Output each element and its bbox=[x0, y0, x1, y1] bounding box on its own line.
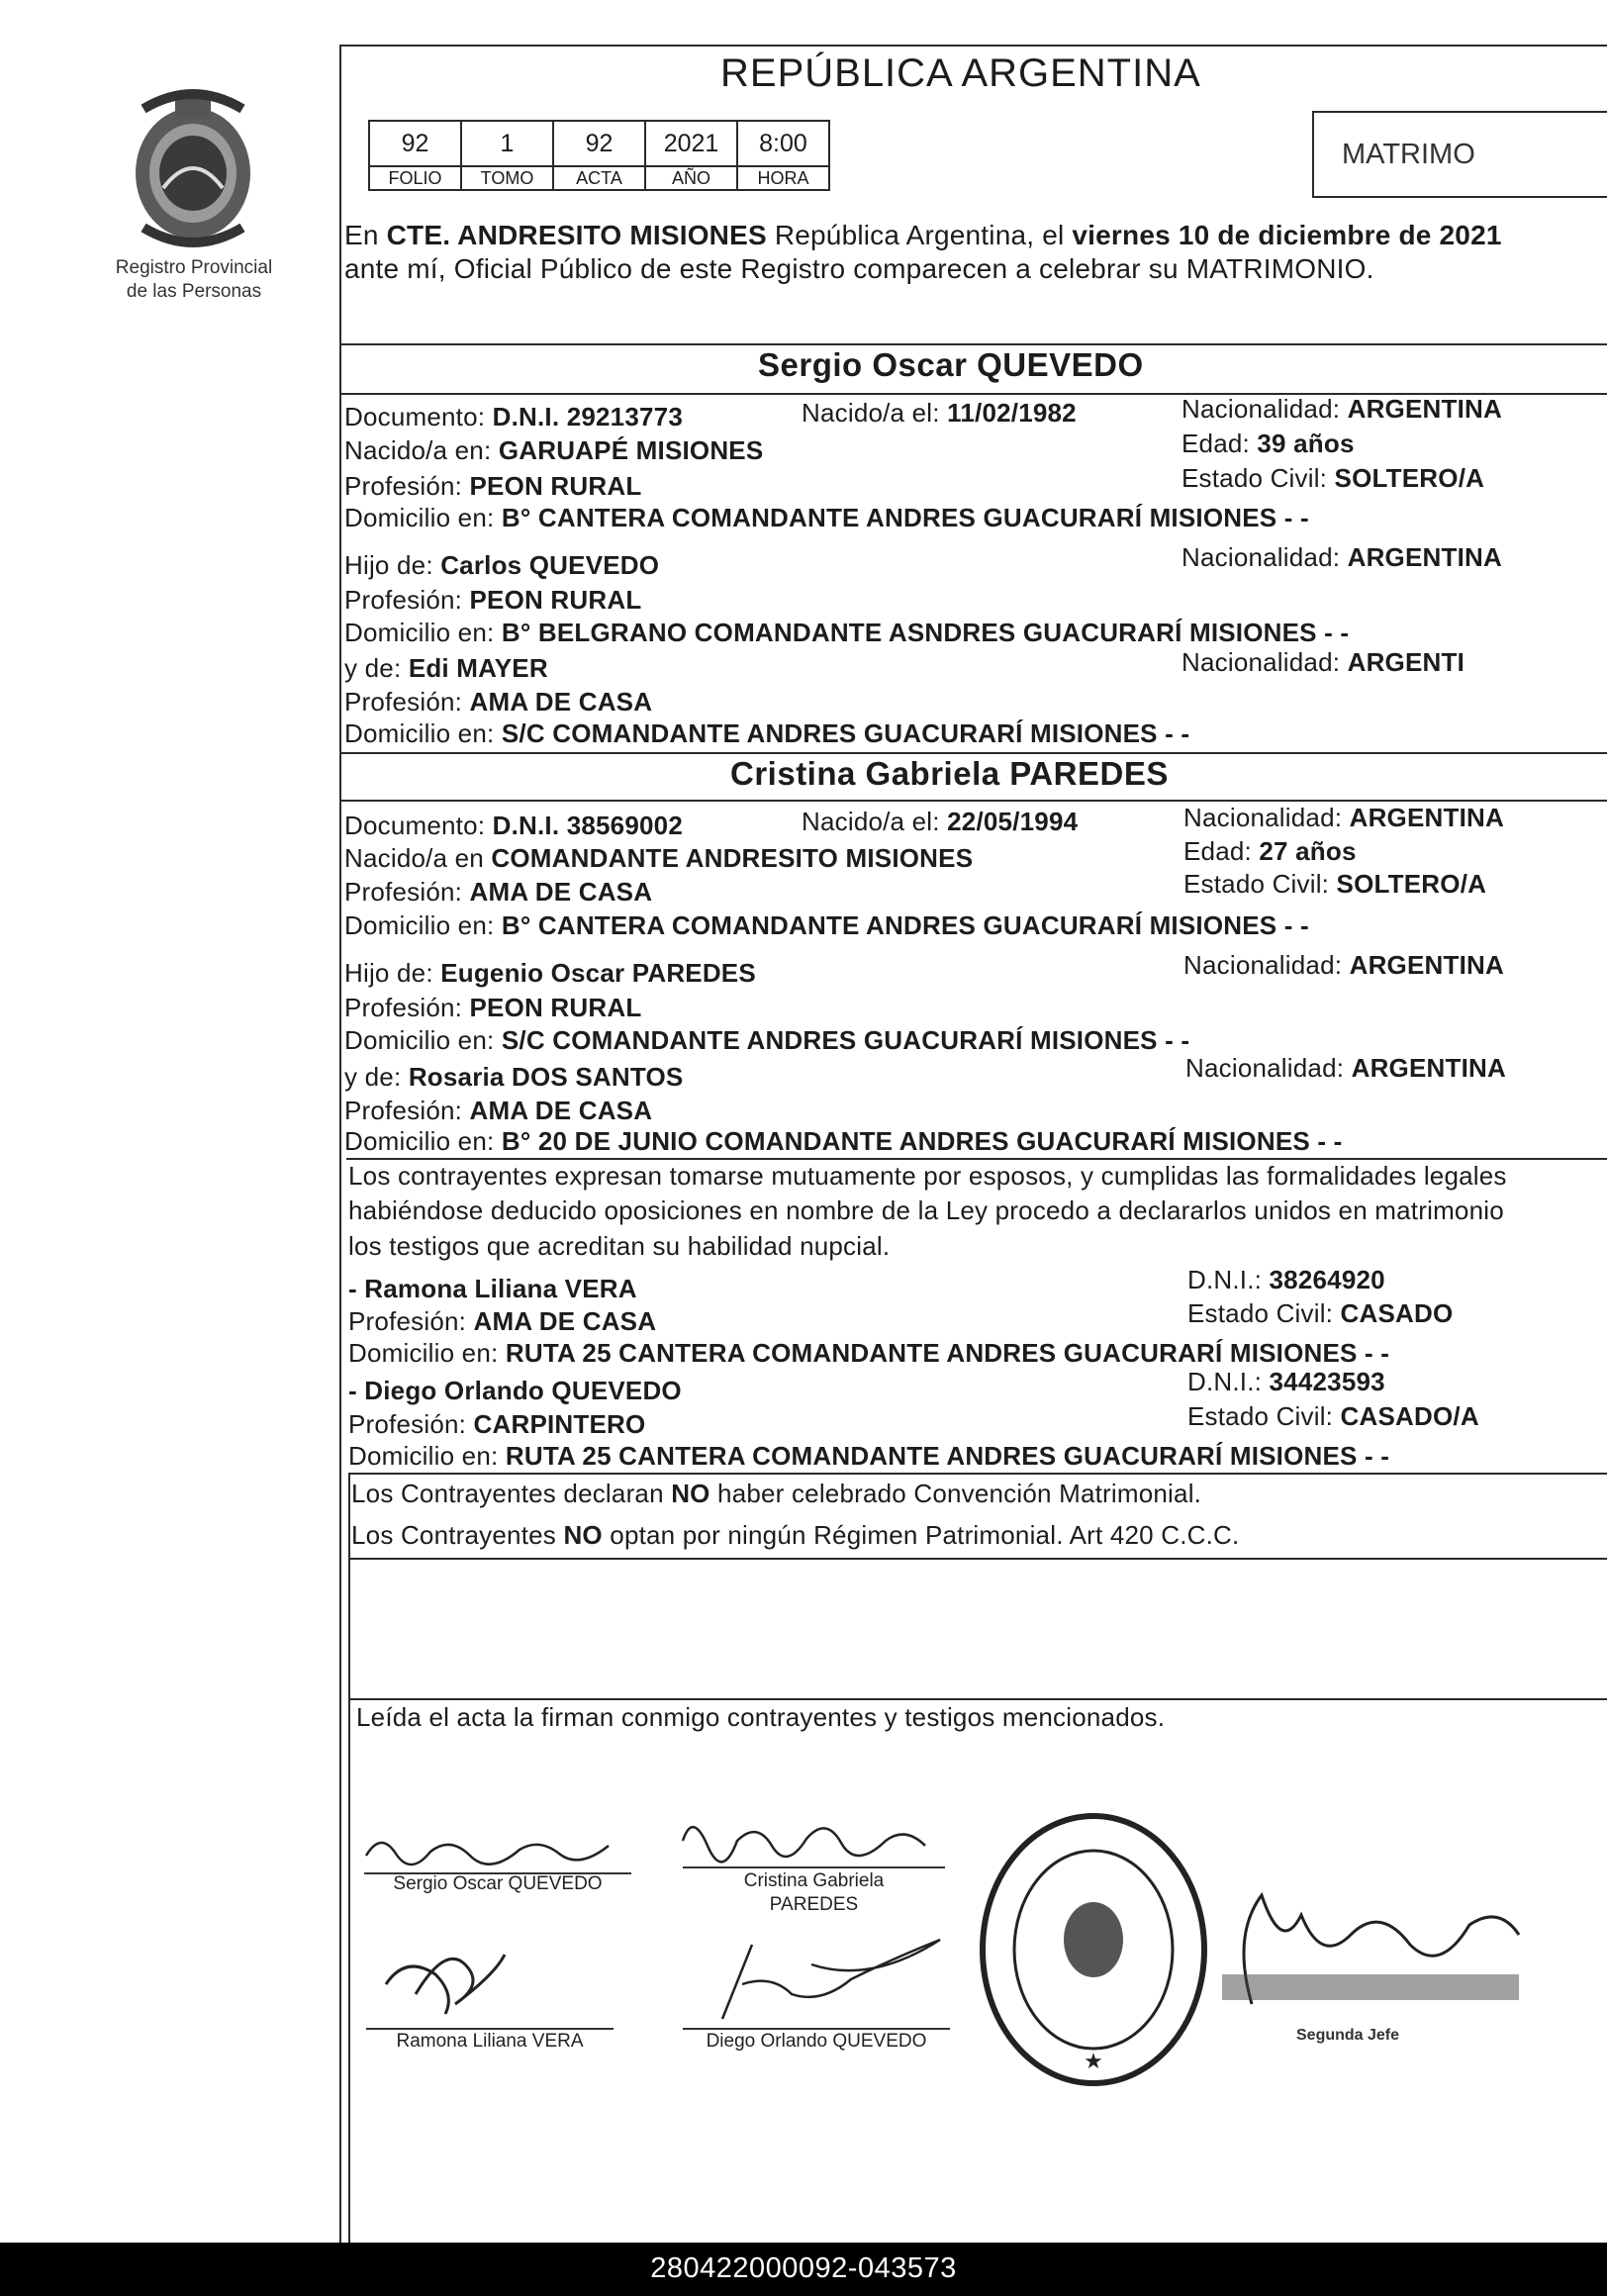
bride-dom: B° CANTERA COMANDANTE ANDRES GUACURARÍ MISIONES - - bbox=[501, 910, 1309, 940]
bride-signature-name-1: Cristina Gabriela bbox=[743, 1870, 885, 1891]
official-title: Segunda Jefe bbox=[1296, 2027, 1400, 2044]
bride-birthplace: COMANDANTE ANDRESITO MISIONES bbox=[491, 843, 974, 873]
convention1-pre: Los Contrayentes declaran bbox=[351, 1479, 664, 1508]
witness2-signature-name: Diego Orlando QUEVEDO bbox=[706, 2031, 927, 2052]
bride-mother-prof-row bbox=[344, 1096, 652, 1126]
groom-civil: SOLTERO/A bbox=[1334, 463, 1485, 493]
groom-mother-dom-row bbox=[344, 718, 1189, 749]
reference-table bbox=[368, 120, 830, 191]
bride-mother-dom-row bbox=[344, 1126, 1342, 1157]
bride-age-row bbox=[1183, 836, 1357, 867]
intro-line-1 bbox=[344, 220, 1502, 251]
groom-top-line bbox=[339, 343, 1607, 345]
convention-line-1 bbox=[351, 1479, 1201, 1509]
bride-father-nat-row bbox=[1183, 950, 1504, 981]
bride-father-nat: ARGENTINA bbox=[1349, 950, 1504, 980]
bride-mother-nat: ARGENTINA bbox=[1351, 1053, 1506, 1083]
groom-mother-label: y de: bbox=[344, 653, 402, 683]
groom-father: Carlos QUEVEDO bbox=[440, 550, 660, 580]
svg-text:★: ★ bbox=[1084, 2049, 1103, 2073]
groom-age: 39 años bbox=[1257, 429, 1355, 458]
groom-mother-prof: AMA DE CASA bbox=[469, 687, 653, 717]
bride-born-label: Nacido/a el: bbox=[802, 807, 940, 836]
groom-birthplace-row bbox=[344, 435, 763, 466]
declaration-line-2: habiéndose deducido oposiciones en nombre de la Ley procedo a declararlos unidos en matrimonio bbox=[348, 1196, 1504, 1225]
bride-father-row bbox=[344, 958, 756, 989]
footer-code: 280422000092-043573 bbox=[650, 2252, 957, 2284]
official-signature bbox=[1212, 1875, 1539, 2029]
groom-father-dom-row bbox=[344, 618, 1349, 648]
acta-value: 92 bbox=[553, 121, 645, 166]
groom-dom-row bbox=[344, 503, 1309, 533]
hora-value: 8:00 bbox=[737, 121, 829, 166]
groom-father-row bbox=[344, 550, 659, 581]
convention-line-2 bbox=[351, 1520, 1239, 1551]
act-type: MATRIMO bbox=[1342, 139, 1475, 170]
groom-dom-label: Domicilio en: bbox=[344, 503, 495, 532]
groom-father-dom: B° BELGRANO COMANDANTE ASNDRES GUACURARÍ MISIONES - - bbox=[501, 618, 1350, 647]
bride-doc-row bbox=[344, 811, 683, 841]
intro-mid: República Argentina, el bbox=[774, 220, 1065, 250]
groom-mother-nat-label: Nacionalidad: bbox=[1182, 647, 1341, 677]
groom-doc-row bbox=[344, 402, 683, 432]
declaration-top-line bbox=[346, 1158, 1607, 1160]
tomo-value: 1 bbox=[461, 121, 553, 166]
groom-nat: ARGENTINA bbox=[1347, 394, 1502, 424]
groom-father-dom-label: Domicilio en: bbox=[344, 618, 495, 647]
bride-name-line bbox=[339, 800, 1607, 802]
bride-dom-label: Domicilio en: bbox=[344, 910, 495, 940]
witness2-dni-row bbox=[1187, 1367, 1385, 1397]
witness1-dom: RUTA 25 CANTERA COMANDANTE ANDRES GUACURARÍ MISIONES - - bbox=[505, 1338, 1390, 1368]
anio-label: AÑO bbox=[645, 166, 737, 190]
bride-mother-dom-label: Domicilio en: bbox=[344, 1126, 495, 1156]
witness1-prof-label: Profesión: bbox=[348, 1306, 467, 1336]
witness2-prof-label: Profesión: bbox=[348, 1409, 467, 1439]
witness1-prof: AMA DE CASA bbox=[473, 1306, 657, 1336]
intro-date: viernes 10 de diciembre de 2021 bbox=[1072, 220, 1502, 250]
witness1-dni-row bbox=[1187, 1265, 1385, 1295]
bride-nat-row bbox=[1183, 803, 1504, 833]
bride-father-label: Hijo de: bbox=[344, 958, 433, 988]
bride-father-prof: PEON RURAL bbox=[469, 993, 642, 1022]
witness2-dni: 34423593 bbox=[1269, 1367, 1385, 1396]
groom-mother-row bbox=[344, 653, 548, 684]
bride-signature-name-2: PAREDES bbox=[769, 1894, 859, 1915]
inner-margin-line bbox=[348, 1473, 350, 2245]
left-margin-line bbox=[339, 45, 341, 2247]
registry-seal bbox=[975, 1809, 1212, 2091]
groom-mother-dom-label: Domicilio en: bbox=[344, 718, 495, 748]
groom-mother: Edi MAYER bbox=[408, 653, 548, 683]
bride-prof: AMA DE CASA bbox=[469, 877, 653, 907]
groom-father-nat-label: Nacionalidad: bbox=[1182, 542, 1341, 572]
witness2-dom-row bbox=[348, 1441, 1389, 1472]
bride-father-nat-label: Nacionalidad: bbox=[1183, 950, 1343, 980]
bride-doc-label: Documento: bbox=[344, 811, 486, 840]
witness2-dni-label: D.N.I.: bbox=[1187, 1367, 1263, 1396]
witness2-dom: RUTA 25 CANTERA COMANDANTE ANDRES GUACURARÍ MISIONES - - bbox=[505, 1441, 1390, 1471]
bride-mother-row bbox=[344, 1062, 683, 1093]
bride-dom-row bbox=[344, 910, 1309, 941]
groom-mother-nat: ARGENTI bbox=[1347, 647, 1465, 677]
footer-code-bar bbox=[0, 2243, 1607, 2296]
conventions-bottom-line bbox=[348, 1558, 1607, 1560]
groom-birthplace-label: Nacido/a en: bbox=[344, 435, 492, 465]
convention2-post: optan por ningún Régimen Patrimonial. Art 420 C.C.C. bbox=[610, 1520, 1240, 1550]
bride-signature-line bbox=[683, 1866, 945, 1868]
bride-father-dom-label: Domicilio en: bbox=[344, 1025, 495, 1055]
witness1-name: - Ramona Liliana VERA bbox=[348, 1274, 637, 1303]
bride-civil-row bbox=[1183, 869, 1486, 900]
witness2-civil-row bbox=[1187, 1401, 1479, 1432]
witness1-signature-line bbox=[366, 2028, 614, 2030]
witness1-signature bbox=[376, 1935, 524, 2029]
folio-label: FOLIO bbox=[369, 166, 461, 190]
bride-birthplace-label: Nacido/a en bbox=[344, 843, 484, 873]
closing-text: Leída el acta la firman conmigo contrayentes y testigos mencionados. bbox=[356, 1702, 1166, 1732]
acta-label: ACTA bbox=[553, 166, 645, 190]
witness1-signature-name: Ramona Liliana VERA bbox=[396, 2031, 584, 2052]
conventions-top-line bbox=[348, 1473, 1607, 1475]
groom-born-label: Nacido/a el: bbox=[802, 398, 940, 428]
bride-nat: ARGENTINA bbox=[1349, 803, 1504, 832]
groom-birthplace: GARUAPÉ MISIONES bbox=[498, 435, 764, 465]
groom-father-prof-label: Profesión: bbox=[344, 585, 463, 615]
convention2-pre: Los Contrayentes bbox=[351, 1520, 556, 1550]
folio-value: 92 bbox=[369, 121, 461, 166]
groom-born-row bbox=[802, 398, 1077, 429]
witness2-prof-row bbox=[348, 1409, 645, 1440]
groom-mother-nat-row bbox=[1182, 647, 1465, 678]
groom-born: 11/02/1982 bbox=[947, 398, 1077, 428]
groom-civil-label: Estado Civil: bbox=[1182, 463, 1328, 493]
registry-logo bbox=[114, 79, 272, 252]
convention1-post: haber celebrado Convención Matrimonial. bbox=[717, 1479, 1202, 1508]
bride-name-heading: Cristina Gabriela PAREDES bbox=[730, 755, 1169, 792]
bride-age: 27 años bbox=[1259, 836, 1357, 866]
intro-line-2: ante mí, Oficial Público de este Registro comparecen a celebrar su MATRIMONIO. bbox=[344, 253, 1374, 284]
groom-father-nat: ARGENTINA bbox=[1347, 542, 1502, 572]
bride-civil: SOLTERO/A bbox=[1336, 869, 1487, 899]
closing-top-line bbox=[348, 1698, 1607, 1700]
registry-label-line2: de las Personas bbox=[126, 281, 262, 302]
groom-father-nat-row bbox=[1182, 542, 1502, 573]
bride-nat-label: Nacionalidad: bbox=[1183, 803, 1343, 832]
anio-value: 2021 bbox=[645, 121, 737, 166]
act-type-box bbox=[1312, 111, 1607, 198]
declaration-line-1: Los contrayentes expresan tomarse mutuamente por esposos, y cumplidas las formalidades legales bbox=[348, 1161, 1507, 1191]
groom-mother-prof-label: Profesión: bbox=[344, 687, 463, 717]
bride-born-row bbox=[802, 807, 1078, 837]
groom-prof-row bbox=[344, 471, 641, 502]
groom-prof: PEON RURAL bbox=[469, 471, 642, 501]
groom-doc-label: Documento: bbox=[344, 402, 486, 431]
hora-label: HORA bbox=[737, 166, 829, 190]
groom-nat-row bbox=[1182, 394, 1502, 425]
bride-father-dom-row bbox=[344, 1025, 1189, 1056]
witness2-name: - Diego Orlando QUEVEDO bbox=[348, 1376, 682, 1405]
witness2-dom-label: Domicilio en: bbox=[348, 1441, 499, 1471]
convention2-no: NO bbox=[563, 1520, 603, 1550]
groom-mother-prof-row bbox=[344, 687, 652, 718]
bride-prof-row bbox=[344, 877, 652, 908]
witness2-signature bbox=[693, 1925, 950, 2029]
bride-mother-nat-row bbox=[1185, 1053, 1506, 1084]
bride-father-prof-label: Profesión: bbox=[344, 993, 463, 1022]
groom-civil-row bbox=[1182, 463, 1484, 494]
witness1-dni: 38264920 bbox=[1269, 1265, 1385, 1294]
bride-mother-prof-label: Profesión: bbox=[344, 1096, 463, 1125]
bride-mother-dom: B° 20 DE JUNIO COMANDANTE ANDRES GUACURARÍ MISIONES - - bbox=[501, 1126, 1343, 1156]
bride-mother-nat-label: Nacionalidad: bbox=[1185, 1053, 1345, 1083]
witness1-civil: CASADO bbox=[1340, 1298, 1454, 1328]
registry-label-line1: Registro Provincial bbox=[115, 257, 273, 278]
witness1-civil-row bbox=[1187, 1298, 1453, 1329]
bride-mother-label: y de: bbox=[344, 1062, 402, 1092]
witness1-civil-label: Estado Civil: bbox=[1187, 1298, 1334, 1328]
groom-father-label: Hijo de: bbox=[344, 550, 433, 580]
witness1-prof-row bbox=[348, 1306, 656, 1337]
bride-mother: Rosaria DOS SANTOS bbox=[408, 1062, 684, 1092]
tomo-label: TOMO bbox=[461, 166, 553, 190]
groom-nat-label: Nacionalidad: bbox=[1182, 394, 1341, 424]
groom-name-heading: Sergio Oscar QUEVEDO bbox=[758, 346, 1144, 383]
witness2-civil-label: Estado Civil: bbox=[1187, 1401, 1334, 1431]
groom-father-prof-row bbox=[344, 585, 641, 616]
groom-signature-name: Sergio Oscar QUEVEDO bbox=[393, 1873, 603, 1894]
witness1-dni-label: D.N.I.: bbox=[1187, 1265, 1263, 1294]
bride-civil-label: Estado Civil: bbox=[1183, 869, 1330, 899]
bride-father-prof-row bbox=[344, 993, 641, 1023]
declaration-line-3: los testigos que acreditan su habilidad nupcial. bbox=[348, 1231, 891, 1261]
bride-mother-prof: AMA DE CASA bbox=[469, 1096, 653, 1125]
witness2-prof: CARPINTERO bbox=[473, 1409, 646, 1439]
bride-father-dom: S/C COMANDANTE ANDRES GUACURARÍ MISIONES - - bbox=[501, 1025, 1190, 1055]
bride-father: Eugenio Oscar PAREDES bbox=[440, 958, 756, 988]
intro-place: CTE. ANDRESITO MISIONES bbox=[386, 220, 767, 250]
groom-prof-label: Profesión: bbox=[344, 471, 463, 501]
convention1-no: NO bbox=[671, 1479, 710, 1508]
top-border-line bbox=[339, 45, 1607, 47]
witness2-civil: CASADO/A bbox=[1340, 1401, 1479, 1431]
witness1-dom-label: Domicilio en: bbox=[348, 1338, 499, 1368]
groom-doc: D.N.I. 29213773 bbox=[492, 402, 683, 431]
bride-top-line bbox=[339, 752, 1607, 754]
intro-en: En bbox=[344, 220, 379, 250]
bride-birthplace-row bbox=[344, 843, 973, 874]
groom-age-row bbox=[1182, 429, 1355, 459]
bride-age-label: Edad: bbox=[1183, 836, 1252, 866]
page-title: REPÚBLICA ARGENTINA bbox=[720, 51, 1201, 95]
bride-prof-label: Profesión: bbox=[344, 877, 463, 907]
groom-father-prof: PEON RURAL bbox=[469, 585, 642, 615]
witness2-signature-line bbox=[683, 2028, 950, 2030]
bride-doc: D.N.I. 38569002 bbox=[492, 811, 683, 840]
bride-born: 22/05/1994 bbox=[947, 807, 1079, 836]
groom-dom: B° CANTERA COMANDANTE ANDRES GUACURARÍ MISIONES - - bbox=[501, 503, 1309, 532]
groom-mother-dom: S/C COMANDANTE ANDRES GUACURARÍ MISIONES - - bbox=[501, 718, 1190, 748]
groom-age-label: Edad: bbox=[1182, 429, 1250, 458]
witness1-dom-row bbox=[348, 1338, 1389, 1369]
